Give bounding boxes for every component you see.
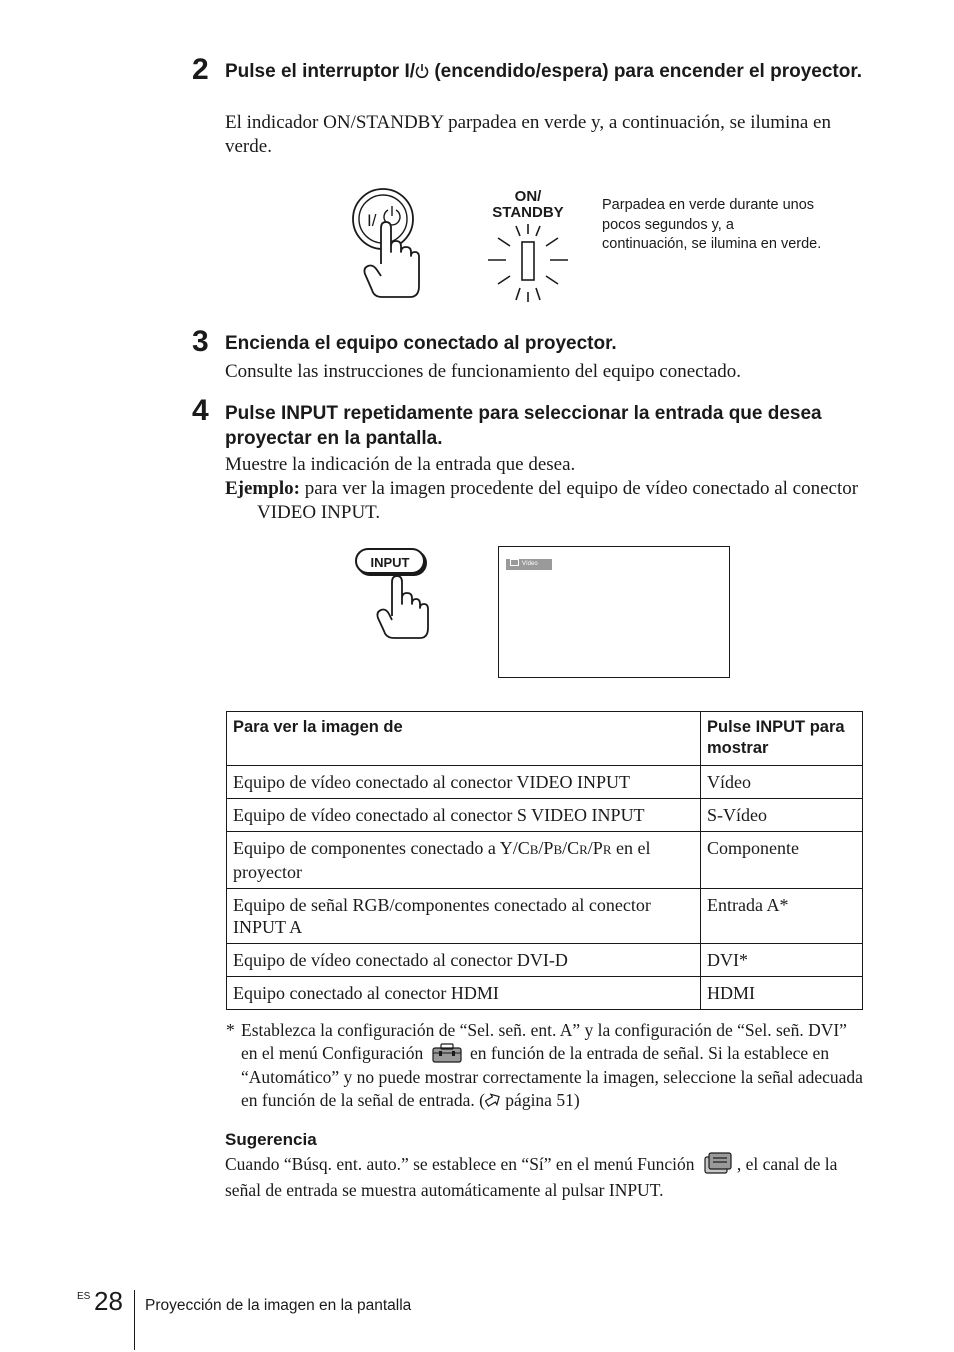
cell-text: /C [562, 838, 580, 858]
footnote-text [241, 1019, 866, 1112]
footer-lang: ES [77, 1291, 91, 1302]
indicator-caption: Parpadea en verde durante unos pocos segundos y, a continuación, se ilumina en verde. [602, 197, 822, 252]
input-indicator-label: Vídeo [522, 561, 538, 567]
table-cell: HDMI [701, 977, 863, 1010]
table-row [227, 944, 863, 977]
cell-text: /P [538, 838, 554, 858]
example-text [225, 477, 865, 525]
table-cell: Entrada A* [701, 889, 863, 944]
example-label: Ejemplo: [225, 478, 300, 499]
tip-heading: Sugerencia [225, 1130, 317, 1149]
table-cell: S-Vídeo [701, 799, 863, 832]
table-row [227, 799, 863, 832]
indicator-label-line: ON/ [514, 188, 542, 205]
table-header-cell: Pulse INPUT para mostrar [701, 712, 863, 766]
table-cell: Equipo de señal RGB/componentes conectado al conector INPUT A [227, 889, 701, 944]
example-body: para ver la imagen procedente del equipo de vídeo conectado al conector VIDEO INPUT. [257, 478, 859, 523]
step-title [225, 59, 865, 84]
table-row [227, 889, 863, 944]
table-row [227, 766, 863, 799]
power-button-press-illustration [350, 186, 422, 300]
table-cell: Vídeo [701, 766, 863, 799]
table-cell [227, 832, 701, 889]
section-title: Proyección de la imagen en la pantalla [145, 1297, 412, 1314]
footnote-marker: * [226, 1020, 235, 1040]
step-body: Consulte las instrucciones de funcionamiento del equipo conectado. [225, 361, 742, 382]
table-row [227, 977, 863, 1010]
setup-menu-icon [431, 1042, 463, 1064]
cell-text: /P [587, 838, 603, 858]
page-number: 28 [94, 1286, 123, 1316]
step-title: Pulse INPUT repetidamente para seleccionar la entrada que desea proyectar en la pantalla. [225, 403, 822, 449]
indicator-label-line: STANDBY [492, 204, 564, 221]
table-header-row [227, 712, 863, 766]
power-icon [415, 63, 429, 79]
step-number: 2 [192, 53, 209, 86]
footnote-part: Establezca la configuración de “Sel. señ. ent. A” y la configuración de “Sel. señ. DVI” en el menú Configuración [241, 1020, 847, 1063]
input-indicator [506, 559, 552, 570]
reference-pointer-icon [485, 1093, 501, 1107]
step-title: Encienda el equipo conectado al proyector. [225, 333, 617, 354]
cell-text: en el proyector [233, 838, 651, 882]
step-body: Muestre la indicación de la entrada que desea. [225, 454, 576, 475]
table-cell: Equipo de vídeo conectado al conector DVI-D [227, 944, 701, 977]
table-cell: Equipo conectado al conector HDMI [227, 977, 701, 1010]
step-number: 3 [192, 325, 209, 358]
cell-text: R [602, 842, 612, 857]
step-title-part: (encendido/espera) para encender el proyector. [429, 61, 862, 82]
footnote-part: en función de la entrada de señal. Si la establece en “Automático” y no puede mostrar correctamente la imagen, seleccione la señal adecuada en función de la señal de entrada. ( [241, 1043, 863, 1110]
cell-text: Equipo de componentes conectado a Y/C [233, 838, 530, 858]
table-cell: Equipo de vídeo conectado al conector S VIDEO INPUT [227, 799, 701, 832]
hand-press-icon [372, 566, 430, 642]
cell-text: R [579, 842, 588, 857]
table-header-cell: Para ver la imagen de [227, 712, 701, 766]
footnote [226, 1019, 866, 1112]
screen-preview [498, 546, 730, 678]
indicator-label [480, 189, 576, 221]
function-menu-icon [701, 1151, 735, 1177]
table-cell: DVI* [701, 944, 863, 977]
cell-text: B [553, 842, 563, 857]
input-button-illustration: INPUT [355, 548, 425, 574]
cell-text: B [529, 842, 539, 857]
table-cell: Componente [701, 832, 863, 889]
input-table [226, 711, 863, 1010]
step-body: El indicador ON/STANDBY parpadea en verde y, a continuación, se ilumina en verde. [225, 112, 831, 157]
blinking-indicator-icon [480, 222, 576, 304]
footer-divider [134, 1290, 135, 1350]
table-cell: Equipo de vídeo conectado al conector VIDEO INPUT [227, 766, 701, 799]
tip-text [225, 1153, 865, 1202]
step-title-part: Pulse el interruptor I/ [225, 61, 416, 82]
tip-part: , el canal de la señal de entrada se muestra automáticamente al pulsar INPUT. [225, 1154, 838, 1200]
step-number: 4 [192, 394, 209, 427]
tip-part: Cuando “Búsq. ent. auto.” se establece en “Sí” en el menú Función [225, 1154, 695, 1175]
input-icon [510, 559, 519, 566]
svg-text:I/: I/ [367, 211, 377, 230]
table-row [227, 832, 863, 889]
footnote-part: página 51) [500, 1089, 580, 1110]
